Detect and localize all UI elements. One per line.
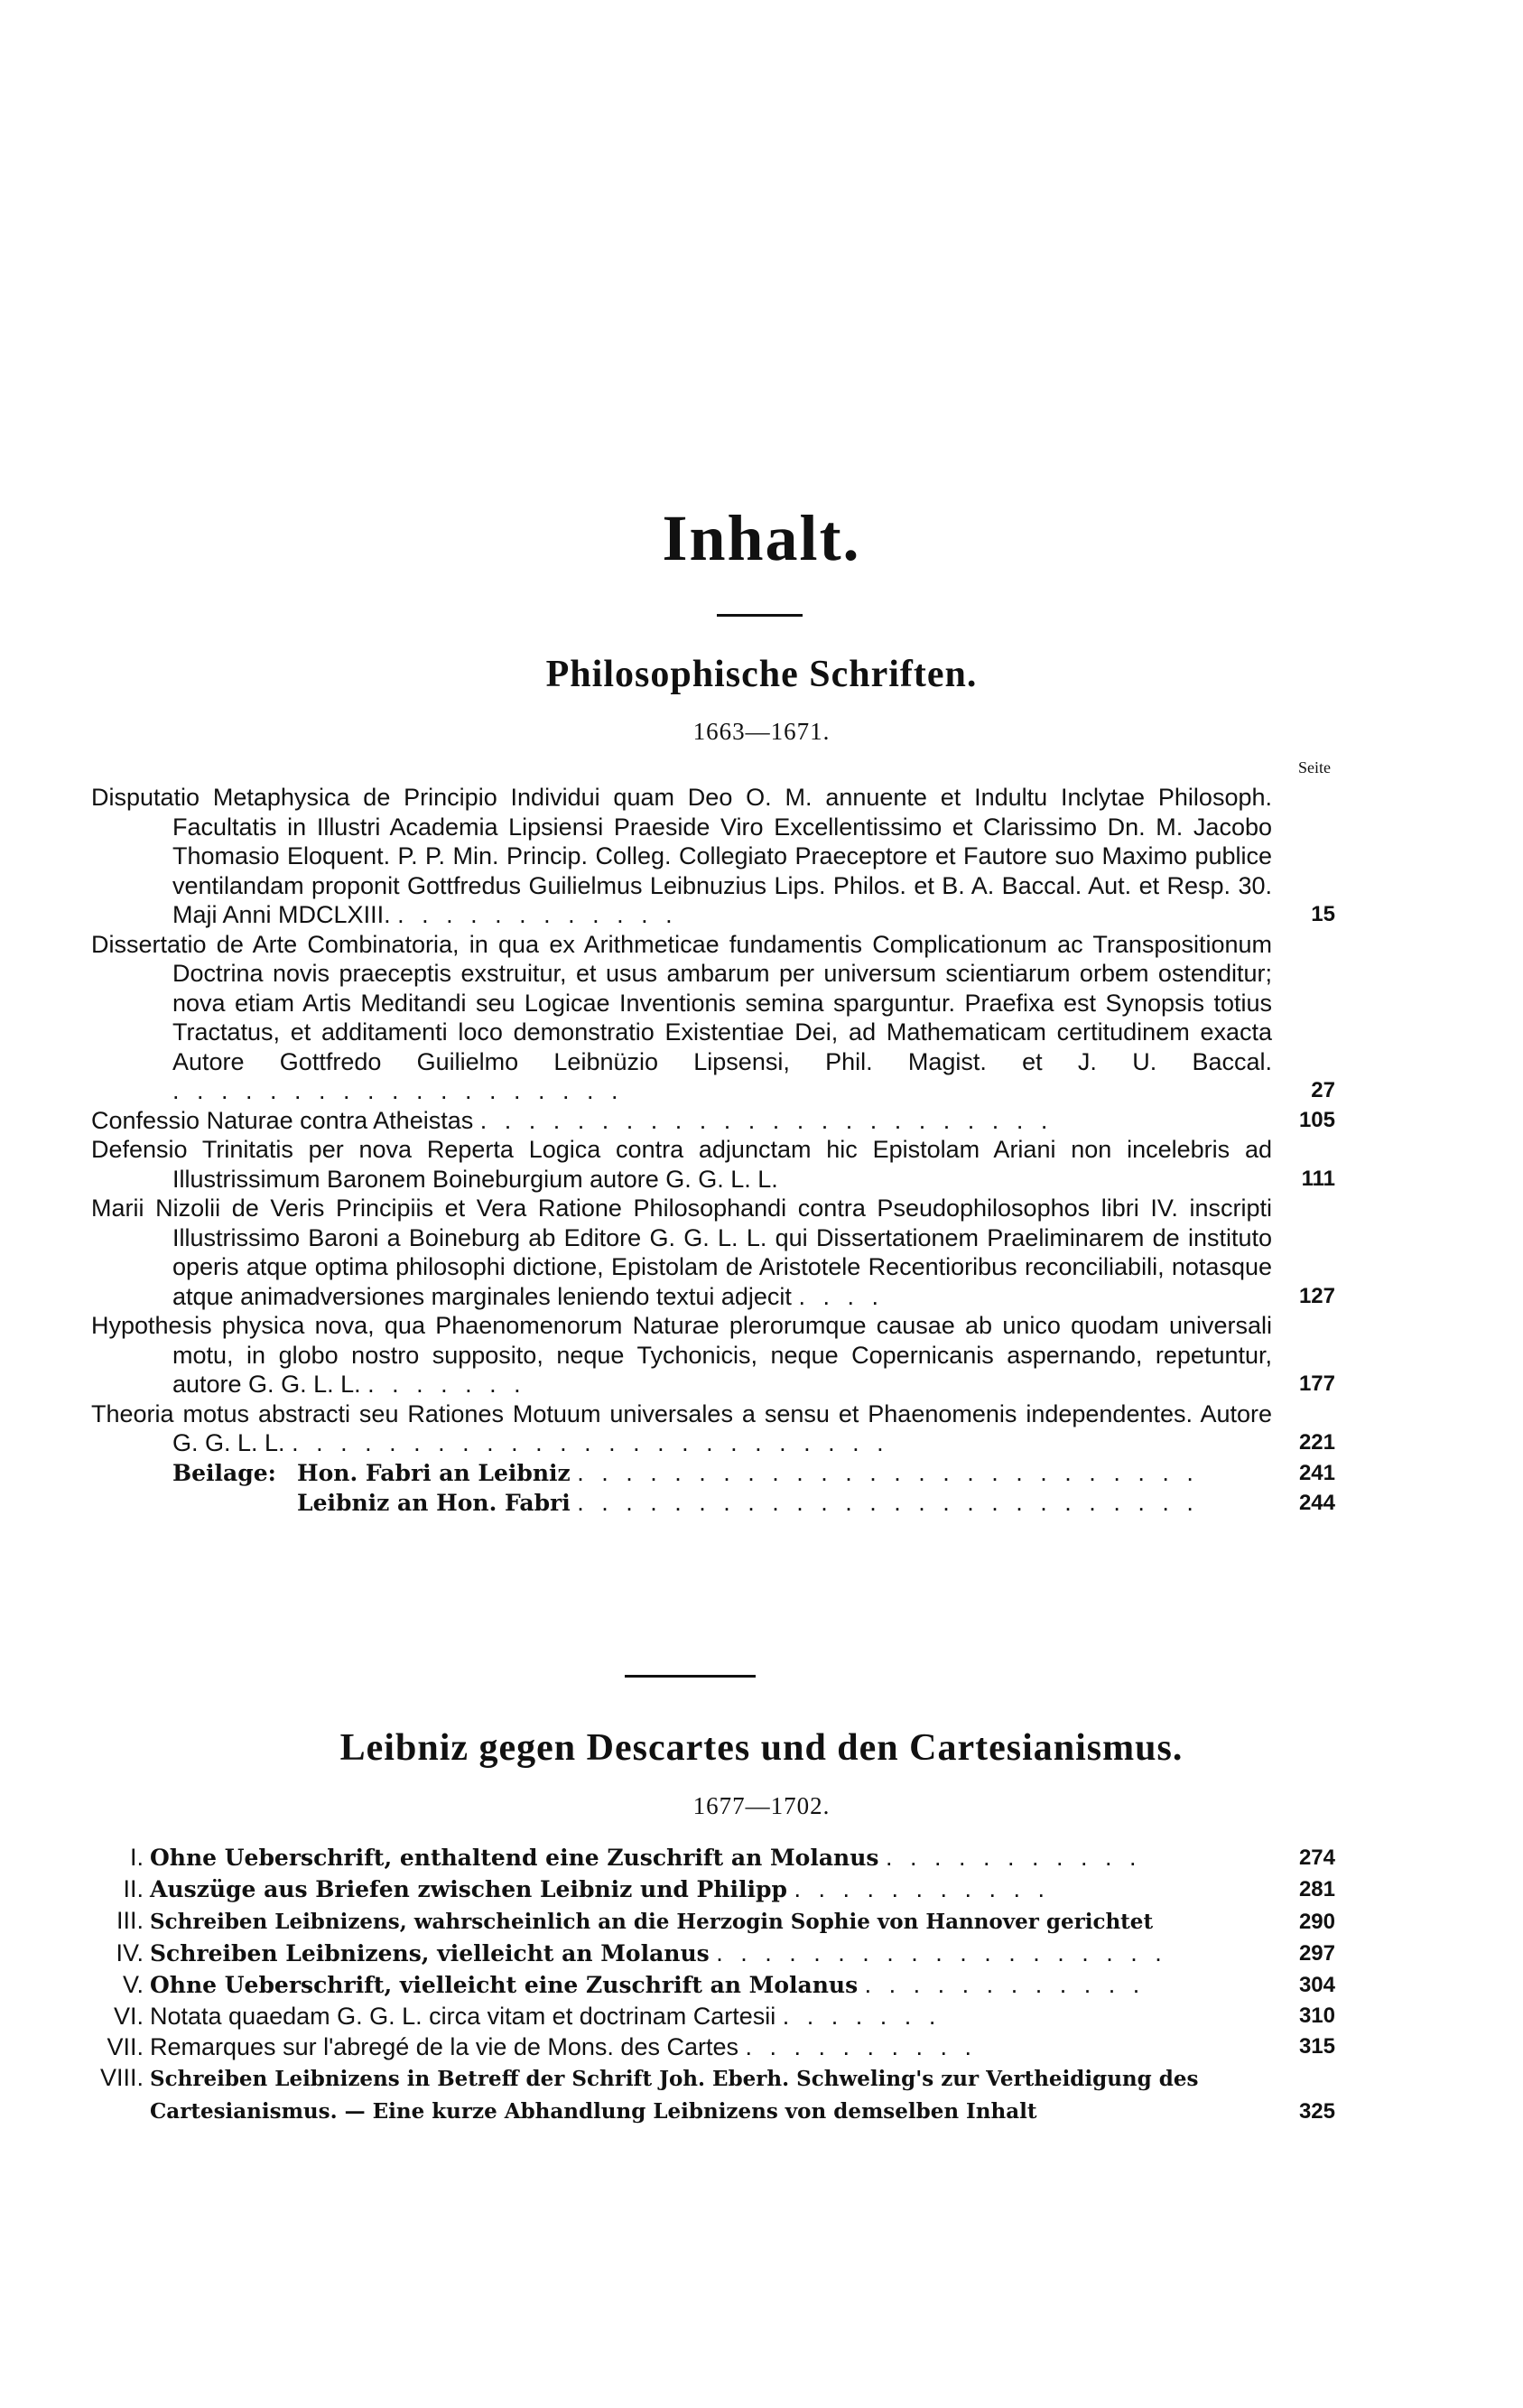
beilage-label: Beilage: <box>172 1459 276 1486</box>
toc-entry[interactable] <box>91 1311 1335 1399</box>
page-number: 310 <box>1298 2004 1335 2028</box>
entry-text: Schreiben Leibnizens, wahrscheinlich an die Herzogin Sophie von Hannover gerichtet <box>150 1910 1154 1934</box>
toc-entry[interactable] <box>91 1106 1335 1136</box>
dot-leader: . . . . . . . . . . . . . . . . . . . <box>716 1939 1167 1966</box>
entry-text: Disputatio Metaphysica de Principio Individui quam Deo O. M. annuente et Indultu Inclytae Philosoph. Facultatis in Illustri Academia Lipsiensi Praeside Viro Excellentissimo et Clarissimo Dn. M. Jacobo Thomasio Eloquent. P. P. Min. Princip. Colleg. Collegiato Praeceptore et Fautore suo Maximo publice ventilandam proponit Gottfredus Guilielmus Leibnuzius Lips. Philos. et B. A. Baccal. Aut. et Resp. 30. Maji Anni MDCLXIII. <box>91 784 1272 928</box>
page-number: 221 <box>1298 1430 1335 1455</box>
roman-numeral: V. <box>122 1971 144 1998</box>
section-rule <box>625 1675 756 1678</box>
entry-text: Remarques sur l'abregé de la vie de Mons. des Cartes <box>150 2033 738 2060</box>
section2-toc <box>91 1842 1335 2127</box>
page-number: 241 <box>1298 1460 1335 1485</box>
beilage-entry[interactable] <box>91 1458 1335 1489</box>
page-number: 274 <box>1298 1846 1335 1870</box>
roman-numeral: VI. <box>113 2003 144 2030</box>
toc-entry[interactable] <box>91 1938 1335 1969</box>
dot-leader: . . . . . . . . . . . . . . . . . . . <box>172 1077 624 1104</box>
page-title: Inhalt. <box>662 502 861 574</box>
page-number: 325 <box>1298 2099 1335 2124</box>
page-number: 281 <box>1298 1877 1335 1901</box>
page-number: 244 <box>1298 1491 1335 1515</box>
roman-numeral: IV. <box>116 1939 144 1966</box>
toc-entry[interactable] <box>91 1135 1335 1194</box>
page-number: 111 <box>1301 1166 1335 1191</box>
section1-toc <box>91 783 1335 1519</box>
page-number: 177 <box>1298 1371 1335 1396</box>
toc-entry[interactable] <box>91 1842 1335 1873</box>
roman-numeral: III. <box>116 1907 144 1934</box>
entry-text: Schreiben Leibnizens in Betreff der Schrift Joh. Eberh. Schweling's zur Vertheidigung des Cartesianismus. — Eine kurze Abhandlung Leibnizens von demselben Inhalt <box>150 2067 1199 2124</box>
section2-years: 1677—1702. <box>692 1792 831 1819</box>
entry-text: Hon. Fabri an Leibniz <box>297 1459 571 1486</box>
dot-leader: . . . . . . . . . . . <box>794 1875 1051 1902</box>
toc-entry[interactable] <box>91 1905 1335 1938</box>
entry-text: Confessio Naturae contra Atheistas <box>91 1106 474 1134</box>
toc-entry[interactable] <box>91 2001 1335 2031</box>
entry-text: Theoria motus abstracti seu Rationes Motuum universales a sensu et Phaenomenis independentes. Autore G. G. L. L. <box>91 1399 1272 1456</box>
section1-heading: Philosophische Schriften. <box>545 654 978 695</box>
toc-entry[interactable] <box>91 1194 1335 1311</box>
entry-text: Hypothesis physica nova, qua Phaenomenorum Naturae plerorumque causae ab unico quodam universali motu, in globo nostro supposito, neque Tychonicis, neque Copernicanis aspernando, repetuntur, autore G. G. L. L. <box>91 1312 1272 1398</box>
entry-text: Schreiben Leibnizens, vielleicht an Molanus <box>150 1940 710 1966</box>
dot-leader: . . . . . . . <box>367 1371 526 1398</box>
section1-years: 1663—1671. <box>692 718 831 745</box>
seite-label: Seite <box>1298 758 1331 776</box>
toc-entry[interactable] <box>91 1969 1335 2001</box>
entry-text: Leibniz an Hon. Fabri <box>297 1490 571 1516</box>
page-number: 15 <box>1311 902 1335 926</box>
dot-leader: . . . . . . . . . . . <box>886 1844 1142 1871</box>
toc-entry[interactable] <box>91 1873 1335 1905</box>
toc-entry[interactable] <box>91 930 1335 1106</box>
entry-text: Ohne Ueberschrift, enthaltend eine Zuschrift an Molanus <box>150 1845 879 1871</box>
section2-heading: Leibniz gegen Descartes und den Cartesianismus. <box>339 1727 1184 1769</box>
roman-numeral: VIII. <box>99 2064 144 2091</box>
page-number: 105 <box>1298 1107 1335 1132</box>
roman-numeral: I. <box>129 1844 144 1871</box>
dot-leader: . . . . . . . . . . . . . . . . . . . . . . . . <box>479 1106 1054 1134</box>
dot-leader: . . . . . . . . . . . . . . . . . . . . . . . . . . <box>577 1458 1199 1486</box>
entry-text: Auszüge aus Briefen zwischen Leibniz und Philipp <box>150 1876 787 1902</box>
entry-text: Defensio Trinitatis per nova Reperta Logica contra adjunctam hic Epistolam Ariani non incelebris ad Illustrissimum Baronem Boineburgium autore G. G. L. L. <box>91 1136 1272 1193</box>
page-number: 315 <box>1298 2034 1335 2059</box>
toc-entry[interactable] <box>91 2031 1335 2062</box>
entry-text: Dissertatio de Arte Combinatoria, in qua ex Arithmeticae fundamentis Complicationum ac Transpositionum Doctrina novis praeceptis exstruitur, et usus ambarum per universum scientiarum orbem ostenditur; nova etiam Artis Meditandi seu Logicae Inventionis semina sparguntur. Praefixa est Synopsis totius Tractatus, et additamenti loco demonstratio Existentiae Dei, ad Mathematicam certitudinem exacta Autore Gottfredo Guilielmo Leibnüzio Lipsensi, Phil. Magist. et J. U. Baccal. <box>91 930 1272 1075</box>
page-number: 27 <box>1311 1078 1335 1102</box>
dot-leader: . . . . . . . <box>782 2003 942 2030</box>
dot-leader: . . . . . . . . . . . . . . . . . . . . . . . . . <box>292 1429 889 1456</box>
entry-text: Ohne Ueberschrift, vielleicht eine Zuschrift an Molanus <box>150 1972 859 1998</box>
toc-entry[interactable] <box>91 2062 1335 2127</box>
dot-leader: . . . . . . . . . . <box>745 2033 978 2060</box>
toc-entry[interactable] <box>91 1399 1335 1458</box>
title-rule <box>717 614 803 617</box>
dot-leader: . . . . <box>798 1282 884 1310</box>
dot-leader: . . . . . . . . . . . . <box>864 1971 1146 1998</box>
dot-leader: . . . . . . . . . . . . <box>397 901 678 928</box>
page-number: 127 <box>1298 1283 1335 1308</box>
entry-text: Notata quaedam G. G. L. circa vitam et doctrinam Cartesii <box>150 2003 776 2030</box>
dot-leader: . . . . . . . . . . . . . . . . . . . . . . . . . . <box>577 1489 1199 1516</box>
page-number: 290 <box>1298 1910 1335 1934</box>
roman-numeral: VII. <box>107 2033 144 2060</box>
roman-numeral: II. <box>123 1875 144 1902</box>
page-number: 304 <box>1298 1973 1335 1997</box>
page-number: 297 <box>1298 1941 1335 1966</box>
entry-text: Marii Nizolii de Veris Principiis et Vera Ratione Philosophandi contra Pseudophilosophos libri IV. inscripti Illustrissimo Baroni a Boineburg ab Editore G. G. L. L. qui Dissertationem Praeliminarem de instituto operis atque optima philosophi dictione, Epistolam de Aristotele Recentioribus reconciliabili, notasque atque animadversiones marginales leniendo textui adjecit <box>91 1195 1272 1310</box>
beilage-entry[interactable] <box>91 1488 1335 1519</box>
toc-entry[interactable] <box>91 783 1335 930</box>
